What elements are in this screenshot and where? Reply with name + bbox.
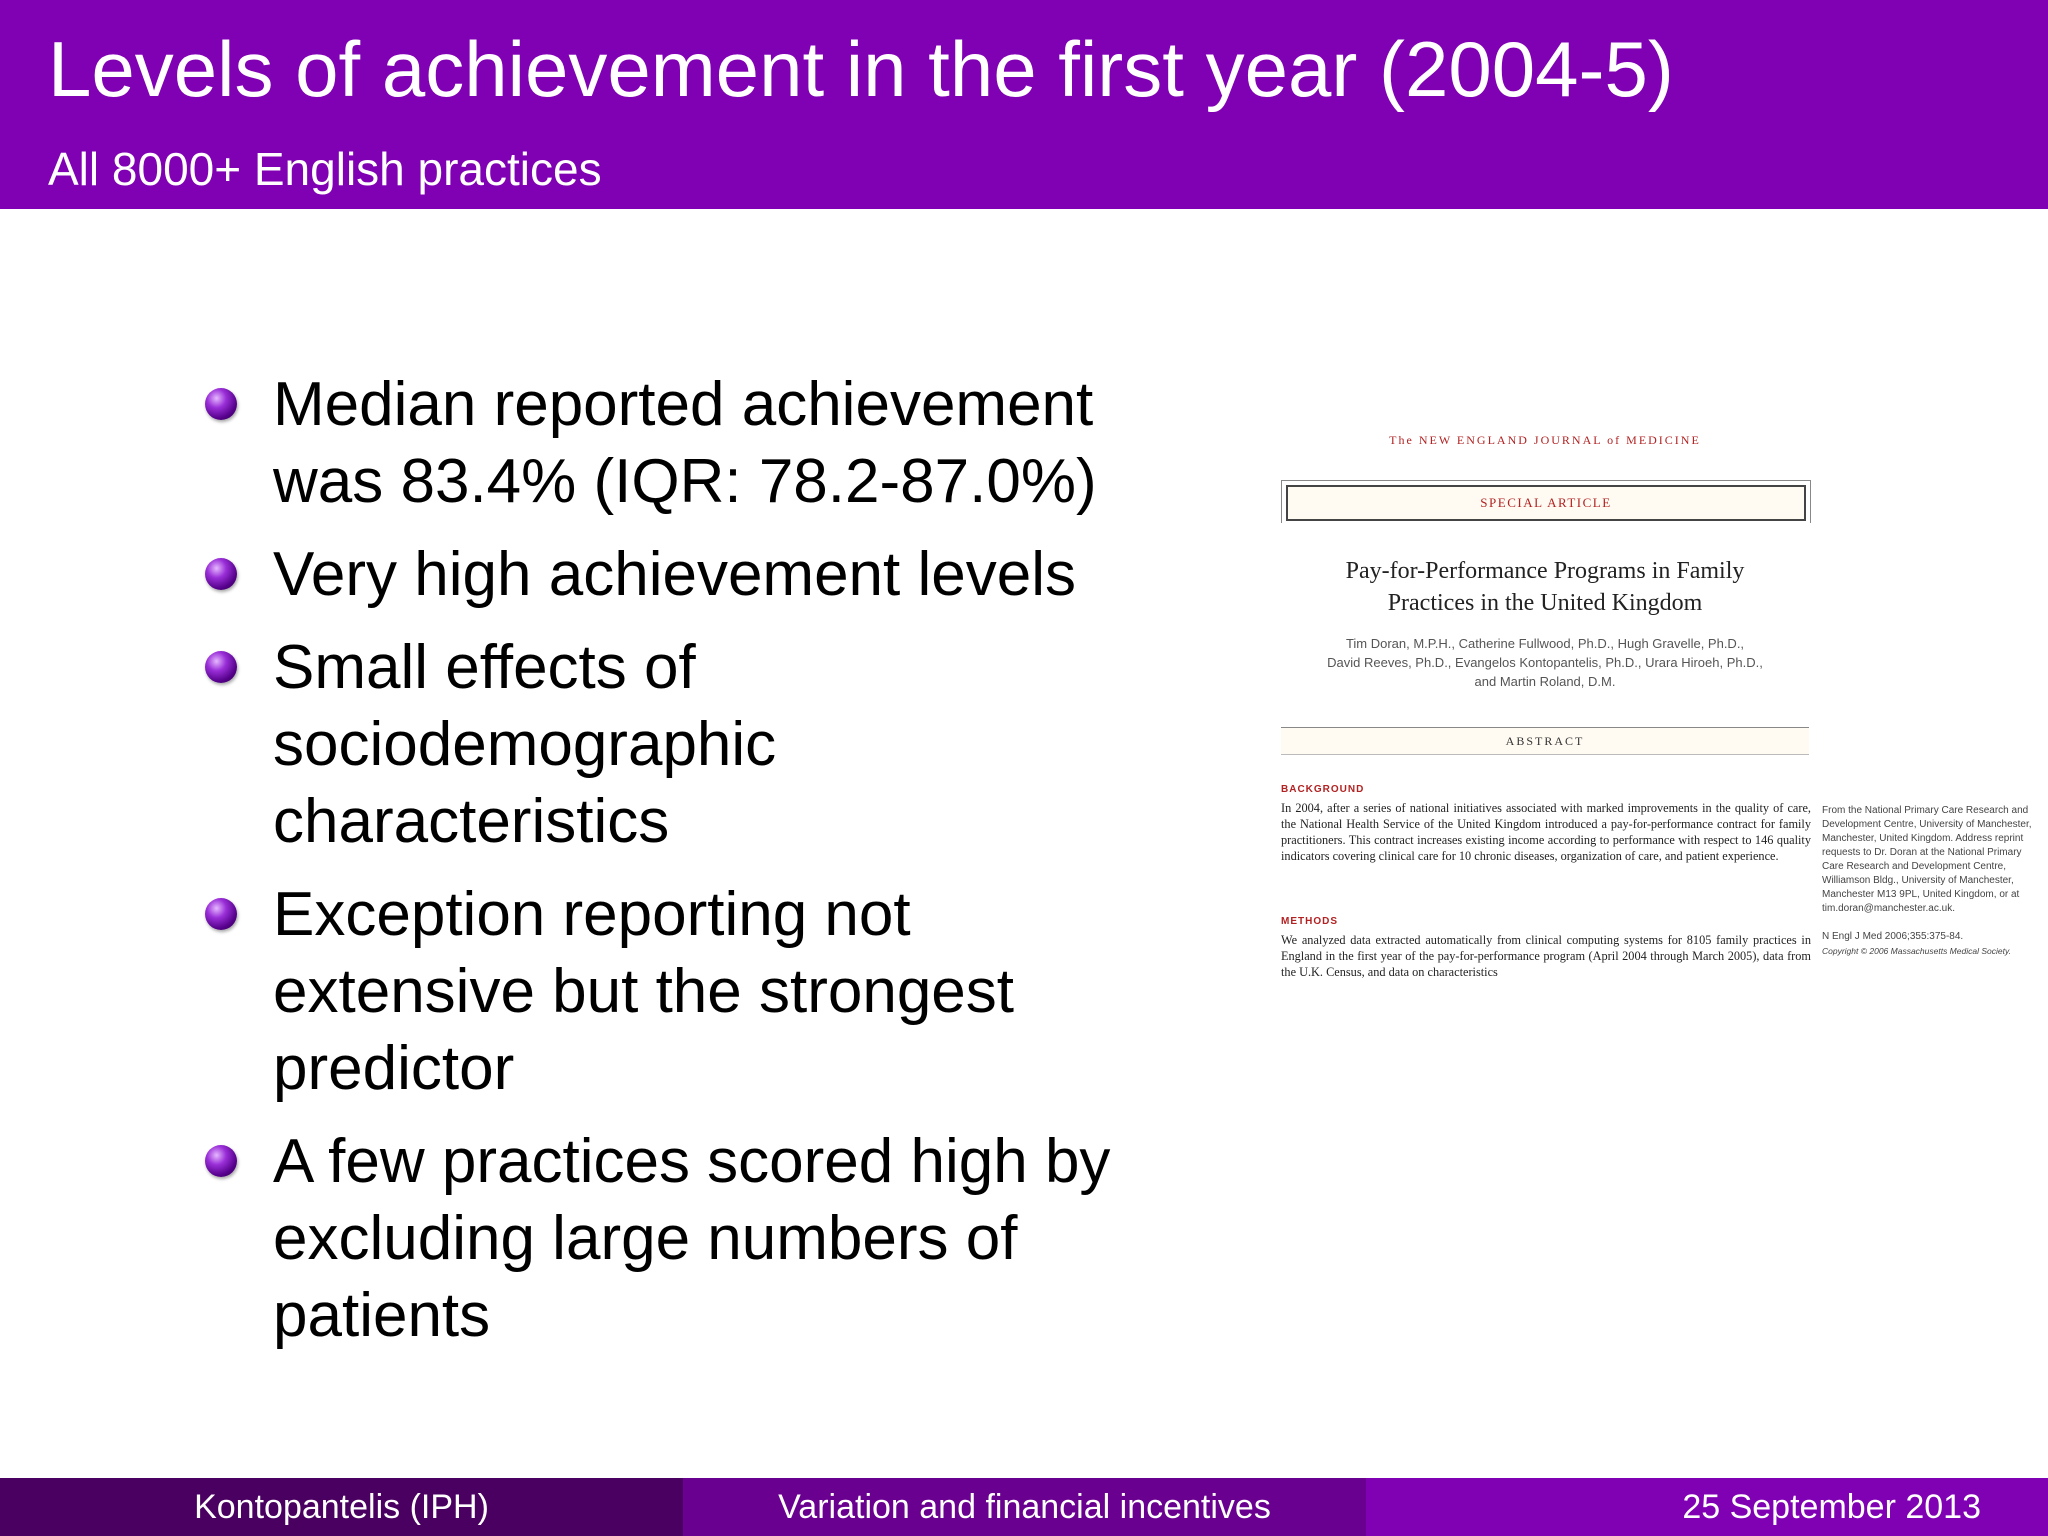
background-text: In 2004, after a series of national initiatives associated with marked improvements in the quality of care, the National Health Service of the United Kingdom introduced a pay-for-performance contract for family practitioners. This contract increases existing income according to performance with respect to 146 quality indicators covering clinical care for 10 chronic diseases, organization of care, and patient experience. — [1281, 801, 1811, 863]
authors-line: David Reeves, Ph.D., Evangelos Kontopantelis, Ph.D., Urara Hiroeh, Ph.D., — [1327, 655, 1763, 670]
bullet-text: Median reported achievement was 83.4% (IQR: 78.2-87.0%) — [273, 370, 1097, 516]
ball-bullet-icon — [205, 651, 237, 683]
footer-date-cell — [1366, 1478, 2048, 1536]
paper-thumbnail — [1270, 430, 2032, 985]
bullet-item — [205, 1123, 1145, 1354]
paper-title-line: Practices in the United Kingdom — [1387, 590, 1703, 616]
article-type-label: SPECIAL ARTICLE — [1286, 485, 1806, 521]
journal-name: The NEW ENGLAND JOURNAL of MEDICINE — [1389, 433, 1701, 447]
bullet-list — [205, 366, 1145, 1370]
title-bar — [0, 0, 2048, 209]
footer-date: 25 September 2013 — [1682, 1488, 1981, 1526]
footer-author: Kontopantelis (IPH) — [0, 1478, 683, 1536]
background-heading: BACKGROUND — [1281, 784, 1365, 795]
footer-bar — [0, 1478, 2048, 1536]
ball-bullet-icon — [205, 1145, 237, 1177]
citation-text: N Engl J Med 2006;355:375-84. — [1822, 931, 1964, 942]
authors-line: and Martin Roland, D.M. — [1474, 674, 1616, 689]
methods-text: We analyzed data extracted automatically from clinical computing systems for 8105 family practices in England in the first year of the pay-for-performance program (April 2004 through March 2005), data from the U.K. Census, and data on characteristics — [1281, 933, 1811, 979]
ball-bullet-icon — [205, 558, 237, 590]
slide-title: Levels of achievement in the first year (2004-5) — [48, 25, 1674, 113]
bullet-text: Very high achievement levels — [273, 540, 1077, 609]
affiliation-text: From the National Primary Care Research and Development Centre, University of Manchester, Manchester, United Kingdom. Address reprint requests to Dr. Doran at the National Primary Care Research and Development Centre, Williamson Bldg., University of Manchester, Manchester M13 9PL, United Kingdom, or at tim.doran@manchester.ac.uk. — [1822, 805, 2032, 914]
bullet-text: Small effects of sociodemographic characteristics — [273, 633, 777, 856]
paper-authors — [1270, 634, 1820, 691]
bullet-item — [205, 366, 1145, 520]
copyright-text: Copyright © 2006 Massachusetts Medical Society. — [1822, 946, 2011, 956]
ball-bullet-icon — [205, 898, 237, 930]
bullet-item — [205, 629, 1145, 860]
footer-talk-title: Variation and financial incentives — [683, 1478, 1366, 1536]
paper-title — [1270, 555, 1820, 619]
affiliation-sidebar — [1822, 804, 2032, 958]
bullet-text: Exception reporting not extensive but the strongest predictor — [273, 880, 1015, 1103]
bullet-text: A few practices scored high by excluding large numbers of patients — [273, 1127, 1111, 1350]
bullet-item — [205, 876, 1145, 1107]
authors-line: Tim Doran, M.P.H., Catherine Fullwood, Ph.D., Hugh Gravelle, Ph.D., — [1345, 636, 1745, 651]
abstract-label: ABSTRACT — [1281, 727, 1809, 755]
methods-heading: METHODS — [1281, 916, 1338, 927]
bullet-item — [205, 536, 1145, 613]
paper-title-line: Pay-for-Performance Programs in Family — [1345, 558, 1745, 584]
ball-bullet-icon — [205, 388, 237, 420]
slide-subtitle: All 8000+ English practices — [48, 143, 602, 195]
